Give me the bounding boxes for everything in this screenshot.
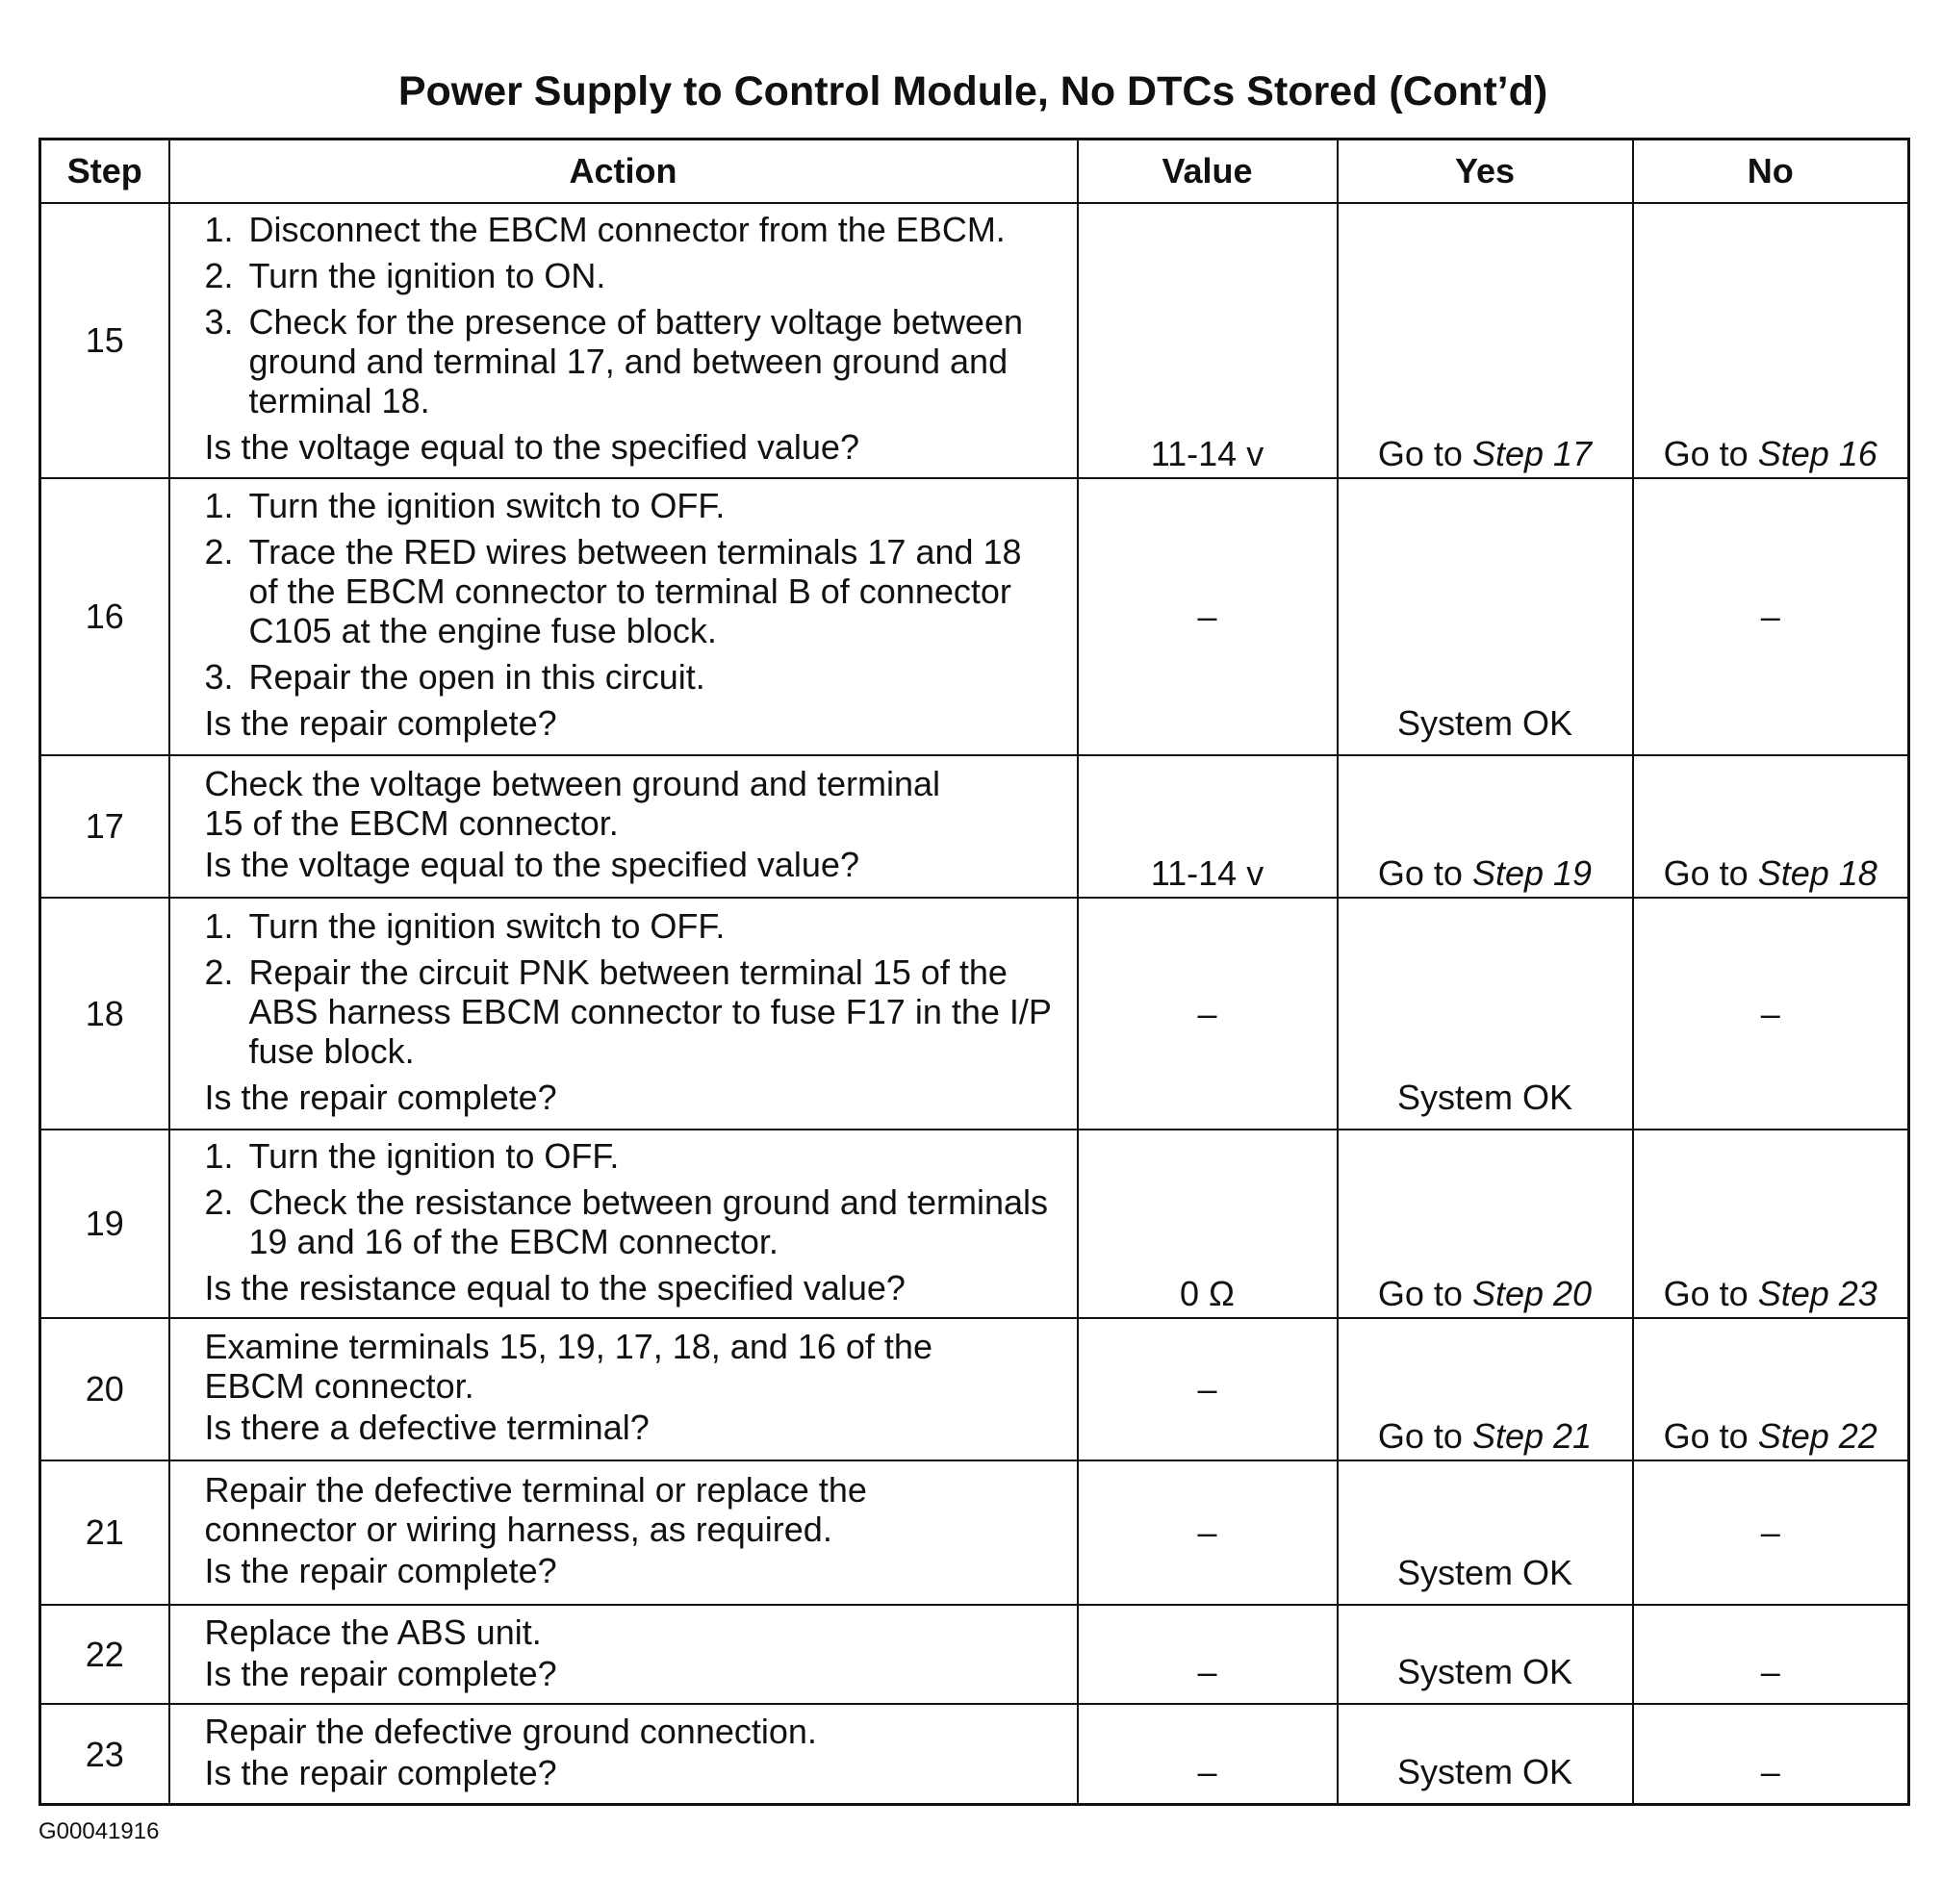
- value-text: 11-14 v: [1150, 852, 1264, 893]
- no-cell: [1633, 203, 1909, 479]
- yes-result: System OK: [1396, 1078, 1573, 1118]
- yes-cell: [1338, 1460, 1633, 1605]
- goto-prefix: Go to: [1663, 852, 1758, 893]
- action-question: Is the repair complete?: [204, 1653, 557, 1693]
- action-item-number: 1.: [204, 486, 234, 526]
- table-row: [40, 478, 1909, 755]
- action-item-number: 2.: [204, 1181, 234, 1222]
- goto-prefix: Go to: [1377, 434, 1472, 474]
- action-item: [205, 302, 1060, 420]
- yes-result: System OK: [1396, 1553, 1573, 1593]
- goto-step-ref: Step 16: [1757, 434, 1877, 474]
- yes-result: [1339, 434, 1632, 473]
- action-item: [205, 532, 1060, 650]
- action-cell: [169, 1130, 1078, 1317]
- action-text-line: connector or wiring harness, as required.: [204, 1510, 832, 1550]
- header-row: [40, 140, 1909, 203]
- step-number: 20: [40, 1318, 169, 1460]
- header-yes: Yes: [1338, 140, 1633, 203]
- action-item-text: Check the resistance between ground and terminals 19 and 16 of the EBCM connector.: [248, 1181, 1048, 1261]
- value-cell: [1078, 1704, 1338, 1804]
- action-question: Is the repair complete?: [204, 1078, 557, 1117]
- action-cell: [169, 755, 1078, 898]
- action-item-number: 1.: [204, 906, 234, 946]
- document-title: Power Supply to Control Module, No DTCs Stored (Cont’d): [397, 68, 1548, 114]
- action-cell: [169, 1460, 1078, 1605]
- action-cell: [169, 478, 1078, 755]
- yes-result: [1339, 1274, 1632, 1313]
- yes-cell: [1338, 898, 1633, 1130]
- step-number: 16: [40, 478, 169, 755]
- goto-step-ref: Step 21: [1471, 1415, 1593, 1456]
- header-step: Step: [40, 140, 169, 203]
- no-cell: [1633, 755, 1909, 898]
- yes-cell: [1338, 755, 1633, 898]
- goto-prefix: Go to: [1377, 1415, 1472, 1456]
- action-item: [205, 1136, 1060, 1176]
- goto-prefix: Go to: [1377, 852, 1472, 893]
- action-item: [205, 906, 1060, 946]
- value-cell: [1078, 1130, 1338, 1317]
- goto-prefix: Go to: [1663, 434, 1758, 474]
- yes-cell: [1338, 1130, 1633, 1317]
- no-result: [1634, 434, 1908, 473]
- yes-result: System OK: [1396, 1652, 1573, 1692]
- action-item-text: Repair the open in this circuit.: [248, 657, 705, 698]
- action-cell: [169, 1605, 1078, 1704]
- action-item-number: 3.: [204, 302, 234, 343]
- header-value: Value: [1078, 140, 1338, 203]
- no-result: [1634, 853, 1908, 893]
- value-text: –: [1197, 1512, 1217, 1553]
- action-item: [205, 657, 1060, 697]
- value-text: 11-14 v: [1150, 434, 1264, 474]
- goto-prefix: Go to: [1377, 1273, 1472, 1313]
- action-question: Is there a defective terminal?: [204, 1408, 650, 1448]
- step-number: 19: [40, 1130, 169, 1317]
- action-text-line: Repair the defective terminal or replace the: [204, 1470, 867, 1511]
- action-cell: [169, 1704, 1078, 1804]
- value-cell: [1078, 898, 1338, 1130]
- no-result: –: [1760, 994, 1780, 1033]
- table-row: [40, 203, 1909, 479]
- action-item-text: Disconnect the EBCM connector from the EBCM.: [248, 210, 1006, 250]
- goto-step-ref: Step 23: [1757, 1273, 1877, 1313]
- value-text: –: [1197, 597, 1217, 637]
- no-result: [1634, 1416, 1908, 1456]
- table-row: [40, 1318, 1909, 1460]
- yes-result: System OK: [1396, 702, 1573, 743]
- step-number: 17: [40, 755, 169, 898]
- yes-result: System OK: [1396, 1752, 1573, 1791]
- no-cell: [1633, 478, 1909, 755]
- action-item: [205, 256, 1060, 295]
- yes-cell: [1338, 1704, 1633, 1804]
- value-text: –: [1197, 1752, 1217, 1791]
- no-result: –: [1760, 1652, 1780, 1692]
- goto-step-ref: Step 20: [1471, 1273, 1593, 1313]
- action-text-line: Repair the defective ground connection.: [204, 1712, 817, 1752]
- action-item-text: Turn the ignition switch to OFF.: [248, 486, 726, 526]
- action-item-text: Trace the RED wires between terminals 17 and 18 of the EBCM connector to terminal B of connector C105 at the engine fuse block.: [248, 532, 1022, 651]
- action-question: Is the voltage equal to the specified value?: [204, 427, 859, 468]
- no-result: –: [1760, 597, 1780, 637]
- step-number: 22: [40, 1605, 169, 1704]
- action-text-line: Replace the ABS unit.: [204, 1612, 542, 1652]
- action-item-text: Turn the ignition switch to OFF.: [248, 906, 726, 946]
- no-cell: [1633, 1704, 1909, 1804]
- goto-step-ref: Step 17: [1471, 434, 1593, 474]
- action-item-number: 3.: [204, 657, 234, 698]
- no-cell: [1633, 1130, 1909, 1317]
- table-row: [40, 1704, 1909, 1804]
- header-action: Action: [169, 140, 1078, 203]
- value-text: 0 Ω: [1180, 1273, 1235, 1313]
- action-item-number: 1.: [204, 1135, 234, 1176]
- table-row: [40, 1605, 1909, 1704]
- value-cell: [1078, 478, 1338, 755]
- action-question: Is the repair complete?: [204, 1551, 557, 1591]
- action-text-line: 15 of the EBCM connector.: [204, 803, 619, 844]
- header-no: No: [1633, 140, 1909, 203]
- value-text: –: [1197, 1369, 1217, 1409]
- action-item: [205, 952, 1060, 1071]
- action-item-number: 2.: [204, 532, 234, 572]
- action-cell: [169, 1318, 1078, 1460]
- no-result: [1634, 1274, 1908, 1313]
- action-text-line: Examine terminals 15, 19, 17, 18, and 16 of the: [204, 1327, 932, 1367]
- goto-step-ref: Step 22: [1757, 1415, 1877, 1456]
- value-cell: [1078, 1605, 1338, 1704]
- goto-step-ref: Step 19: [1471, 852, 1593, 893]
- action-question: Is the repair complete?: [204, 703, 557, 744]
- action-item: [205, 210, 1060, 249]
- value-cell: [1078, 203, 1338, 479]
- yes-cell: [1338, 1318, 1633, 1460]
- goto-step-ref: Step 18: [1757, 852, 1877, 893]
- no-cell: [1633, 898, 1909, 1130]
- action-item-text: Turn the ignition to OFF.: [248, 1135, 620, 1176]
- yes-result: [1339, 853, 1632, 893]
- goto-prefix: Go to: [1663, 1415, 1758, 1456]
- action-text-line: EBCM connector.: [204, 1366, 474, 1407]
- action-list: [205, 906, 1060, 1071]
- value-cell: [1078, 755, 1338, 898]
- no-cell: [1633, 1605, 1909, 1704]
- action-list: [205, 1136, 1060, 1261]
- action-question: Is the voltage equal to the specified value?: [204, 845, 859, 885]
- step-number: 21: [40, 1460, 169, 1605]
- action-list: [205, 210, 1060, 420]
- diagnostic-step-table: [38, 138, 1910, 1806]
- value-cell: [1078, 1460, 1338, 1605]
- action-text-line: Check the voltage between ground and terminal: [204, 764, 940, 804]
- action-item-text: Check for the presence of battery voltage between ground and terminal 17, and between ground and terminal 18.: [248, 302, 1023, 421]
- action-item: [205, 486, 1060, 525]
- no-cell: [1633, 1460, 1909, 1605]
- table-body: [40, 203, 1909, 1805]
- no-result: –: [1760, 1752, 1780, 1791]
- step-number: 15: [40, 203, 169, 479]
- yes-cell: [1338, 1605, 1633, 1704]
- yes-cell: [1338, 478, 1633, 755]
- value-cell: [1078, 1318, 1338, 1460]
- action-question: Is the resistance equal to the specified value?: [204, 1267, 906, 1307]
- action-list: [205, 486, 1060, 697]
- action-question: Is the repair complete?: [204, 1753, 557, 1793]
- goto-prefix: Go to: [1663, 1273, 1758, 1313]
- table-row: [40, 1460, 1909, 1605]
- action-item-text: Turn the ignition to ON.: [248, 256, 606, 296]
- action-cell: [169, 203, 1078, 479]
- action-cell: [169, 898, 1078, 1130]
- step-number: 18: [40, 898, 169, 1130]
- yes-result: [1339, 1416, 1632, 1456]
- value-text: –: [1197, 1652, 1217, 1692]
- no-cell: [1633, 1318, 1909, 1460]
- table-row: [40, 1130, 1909, 1317]
- table-row: [40, 898, 1909, 1130]
- action-item-number: 1.: [204, 210, 234, 250]
- table-row: [40, 755, 1909, 898]
- action-item-text: Repair the circuit PNK between terminal 15 of the ABS harness EBCM connector to fuse F17 in the I/P fuse block.: [248, 952, 1052, 1071]
- step-number: 23: [40, 1704, 169, 1804]
- action-item-number: 2.: [204, 952, 234, 992]
- figure-id: G00041916: [38, 1818, 160, 1844]
- value-text: –: [1197, 994, 1217, 1033]
- no-result: –: [1760, 1512, 1780, 1553]
- action-item-number: 2.: [204, 256, 234, 296]
- yes-cell: [1338, 203, 1633, 479]
- action-item: [205, 1182, 1060, 1261]
